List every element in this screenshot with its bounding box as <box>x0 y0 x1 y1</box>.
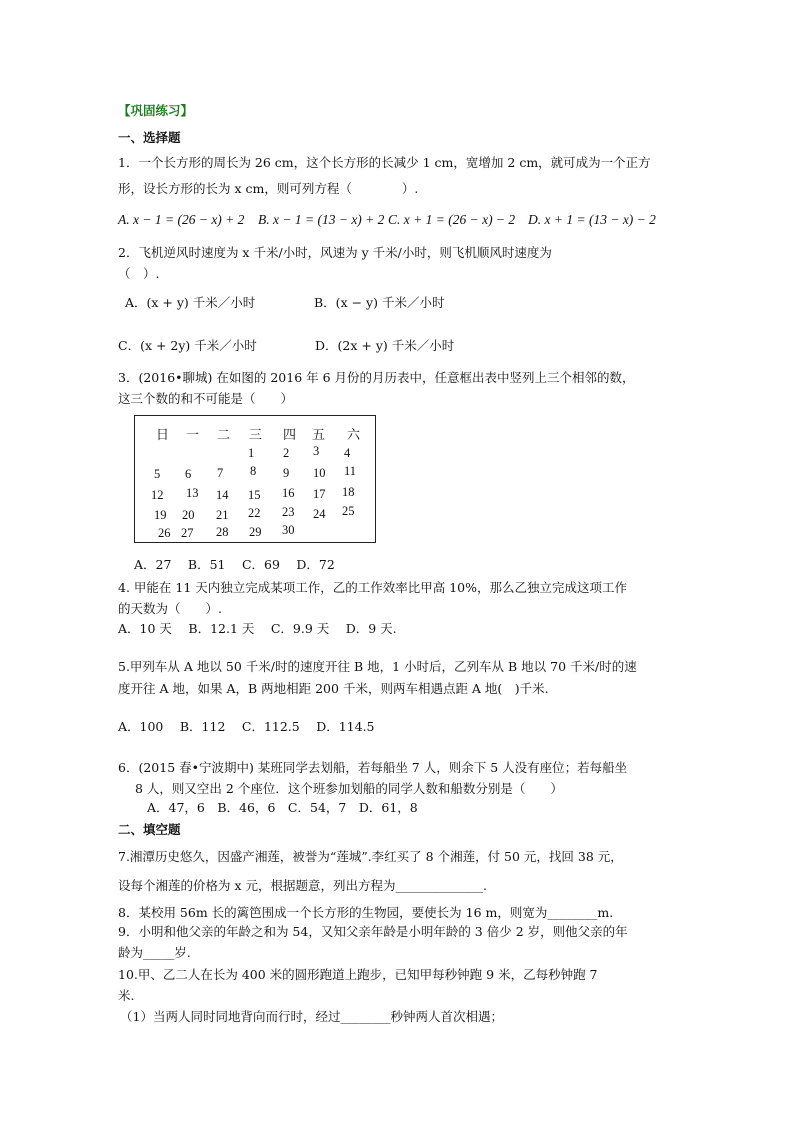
calendar-header-fri: 五 <box>312 428 326 443</box>
q4-options: A．10 天 B．12.1 天 C．9.9 天 D．9 天. <box>118 621 397 636</box>
calendar-cell: 6 <box>185 467 192 481</box>
q6-options: A．47，6 B．46，6 C．54，7 D．61，8 <box>147 800 418 815</box>
q2-line1: 2．飞机逆风时速度为 x 千米/小时，风速为 y 千米/小时，则飞机顺风时速度为 <box>118 245 552 260</box>
q10-line2: 米. <box>118 988 135 1003</box>
calendar-cell: 17 <box>313 487 326 501</box>
q1-option-d: D. x + 1 = (13 − x) − 2 <box>528 212 656 227</box>
q2-option-a: A．(x + y) 千米／小时 <box>125 295 256 310</box>
calendar-cell: 1 <box>248 446 255 460</box>
q7-line1: 7.湘潭历史悠久，因盛产湘莲，被誉为“莲城”.李红买了 8 个湘莲，付 50 元，找回 38 元， <box>118 849 623 864</box>
calendar-cell: 12 <box>151 488 164 502</box>
calendar-cell: 15 <box>248 488 261 502</box>
q1-option-b: B. x − 1 = (13 − x) + 2 <box>258 212 385 227</box>
calendar-cell: 10 <box>313 466 326 480</box>
q5-line2: 度开往 A 地，如果 A，B 两地相距 200 千米，则两车相遇点距 A 地( )千米. <box>118 681 549 696</box>
calendar-cell: 30 <box>282 523 295 537</box>
calendar-cell: 26 <box>158 526 171 540</box>
q4-line2: 的天数为（ ）. <box>118 601 222 616</box>
calendar-cell: 27 <box>181 526 194 540</box>
calendar-cell: 18 <box>342 485 355 499</box>
q10-line1: 10.甲、乙二人在长为 400 米的圆形跑道上跑步，已知甲每秒钟跑 9 米，乙每秒钟跑 7 <box>118 967 598 982</box>
calendar-cell: 9 <box>283 466 290 480</box>
q4-line1: 4. 甲能在 11 天内独立完成某项工作，乙的工作效率比甲高 10%，那么乙独立完成这项工作 <box>118 580 628 595</box>
q8-line1: 8．某校用 56m 长的篱笆围成一个长方形的生物园，要使长为 16 m，则宽为________m. <box>118 905 614 920</box>
calendar-cell: 2 <box>283 446 290 460</box>
calendar-header-wed: 三 <box>249 428 263 443</box>
calendar-cell: 11 <box>344 464 357 478</box>
q5-options: A．100 B．112 C．112.5 D．114.5 <box>118 719 375 734</box>
q1-line2: 形，设长方形的长为 x cm，则可列方程（ ）. <box>118 181 419 196</box>
calendar-cell: 4 <box>344 446 351 460</box>
q10-sub1: （1）当两人同时同地背向而行时，经过________秒钟两人首次相遇； <box>120 1009 503 1024</box>
section-header: 【巩固练习】 <box>118 103 194 118</box>
q2-option-c: C．(x + 2y) 千米／小时 <box>118 338 257 353</box>
part1-title: 一、选择题 <box>118 130 181 145</box>
q3-line1: 3．(2016•聊城) 在如图的 2016 年 6 月份的月历表中，任意框出表中竖列上三个相邻的数， <box>118 370 635 385</box>
calendar-table <box>134 415 376 543</box>
calendar-cell: 24 <box>313 507 326 521</box>
calendar-cell: 21 <box>216 508 229 522</box>
calendar-cell: 22 <box>248 506 261 520</box>
calendar-cell: 13 <box>186 486 199 500</box>
calendar-header-tue: 二 <box>217 428 231 443</box>
q5-line1: 5.甲列车从 A 地以 50 千米/时的速度开往 B 地，1 小时后，乙列车从 B 地以 70 千米/时的速 <box>118 659 637 674</box>
calendar-cell: 29 <box>249 525 262 539</box>
q1-line1: 1．一个长方形的周长为 26 cm，这个长方形的长减少 1 cm，宽增加 2 cm，就可成为一个正方 <box>118 155 651 170</box>
q9-line2: 龄为_____岁. <box>118 945 191 960</box>
q9-line1: 9．小明和他父亲的年龄之和为 54，又知父亲年龄是小明年龄的 3 倍少 2 岁，则他父亲的年 <box>118 924 628 939</box>
q3-options: A．27 B．51 C．69 D．72 <box>134 557 335 572</box>
calendar-cell: 5 <box>154 467 161 481</box>
calendar-cell: 28 <box>216 525 229 539</box>
calendar-cell: 19 <box>154 508 167 522</box>
q3-line2: 这三个数的和不可能是（ ） <box>118 391 294 406</box>
calendar-header-thu: 四 <box>283 428 297 443</box>
part2-title: 二、填空题 <box>118 822 181 837</box>
q2-option-d: D．(2x + y) 千米／小时 <box>315 338 455 353</box>
q6-line2: 8 人，则又空出 2 个座位．这个班参加划船的同学人数和船数分别是（ ） <box>135 781 563 796</box>
calendar-cell: 23 <box>282 505 295 519</box>
calendar-cell: 8 <box>250 464 257 478</box>
q6-line1: 6．(2015 春•宁波期中) 某班同学去划船，若每船坐 7 人，则余下 5 人没有座位；若每船坐 <box>118 760 628 775</box>
q1-option-c: C. x + 1 = (26 − x) − 2 <box>388 212 516 227</box>
calendar-cell: 7 <box>217 466 224 480</box>
q7-line2: 设每个湘莲的价格为 x 元，根据题意，列出方程为______________. <box>118 878 487 893</box>
calendar-header-sun: 日 <box>156 428 170 443</box>
q2-line2: （ ）. <box>118 266 160 281</box>
calendar-cell: 14 <box>216 488 229 502</box>
q2-option-b: B．(x − y) 千米／小时 <box>314 295 445 310</box>
calendar-header-sat: 六 <box>347 428 361 443</box>
calendar-cell: 20 <box>182 508 195 522</box>
calendar-cell: 3 <box>313 444 320 458</box>
calendar-header-mon: 一 <box>186 428 200 443</box>
calendar-cell: 25 <box>342 504 355 518</box>
calendar-cell: 16 <box>282 486 295 500</box>
q1-option-a: A. x − 1 = (26 − x) + 2 <box>118 212 245 227</box>
